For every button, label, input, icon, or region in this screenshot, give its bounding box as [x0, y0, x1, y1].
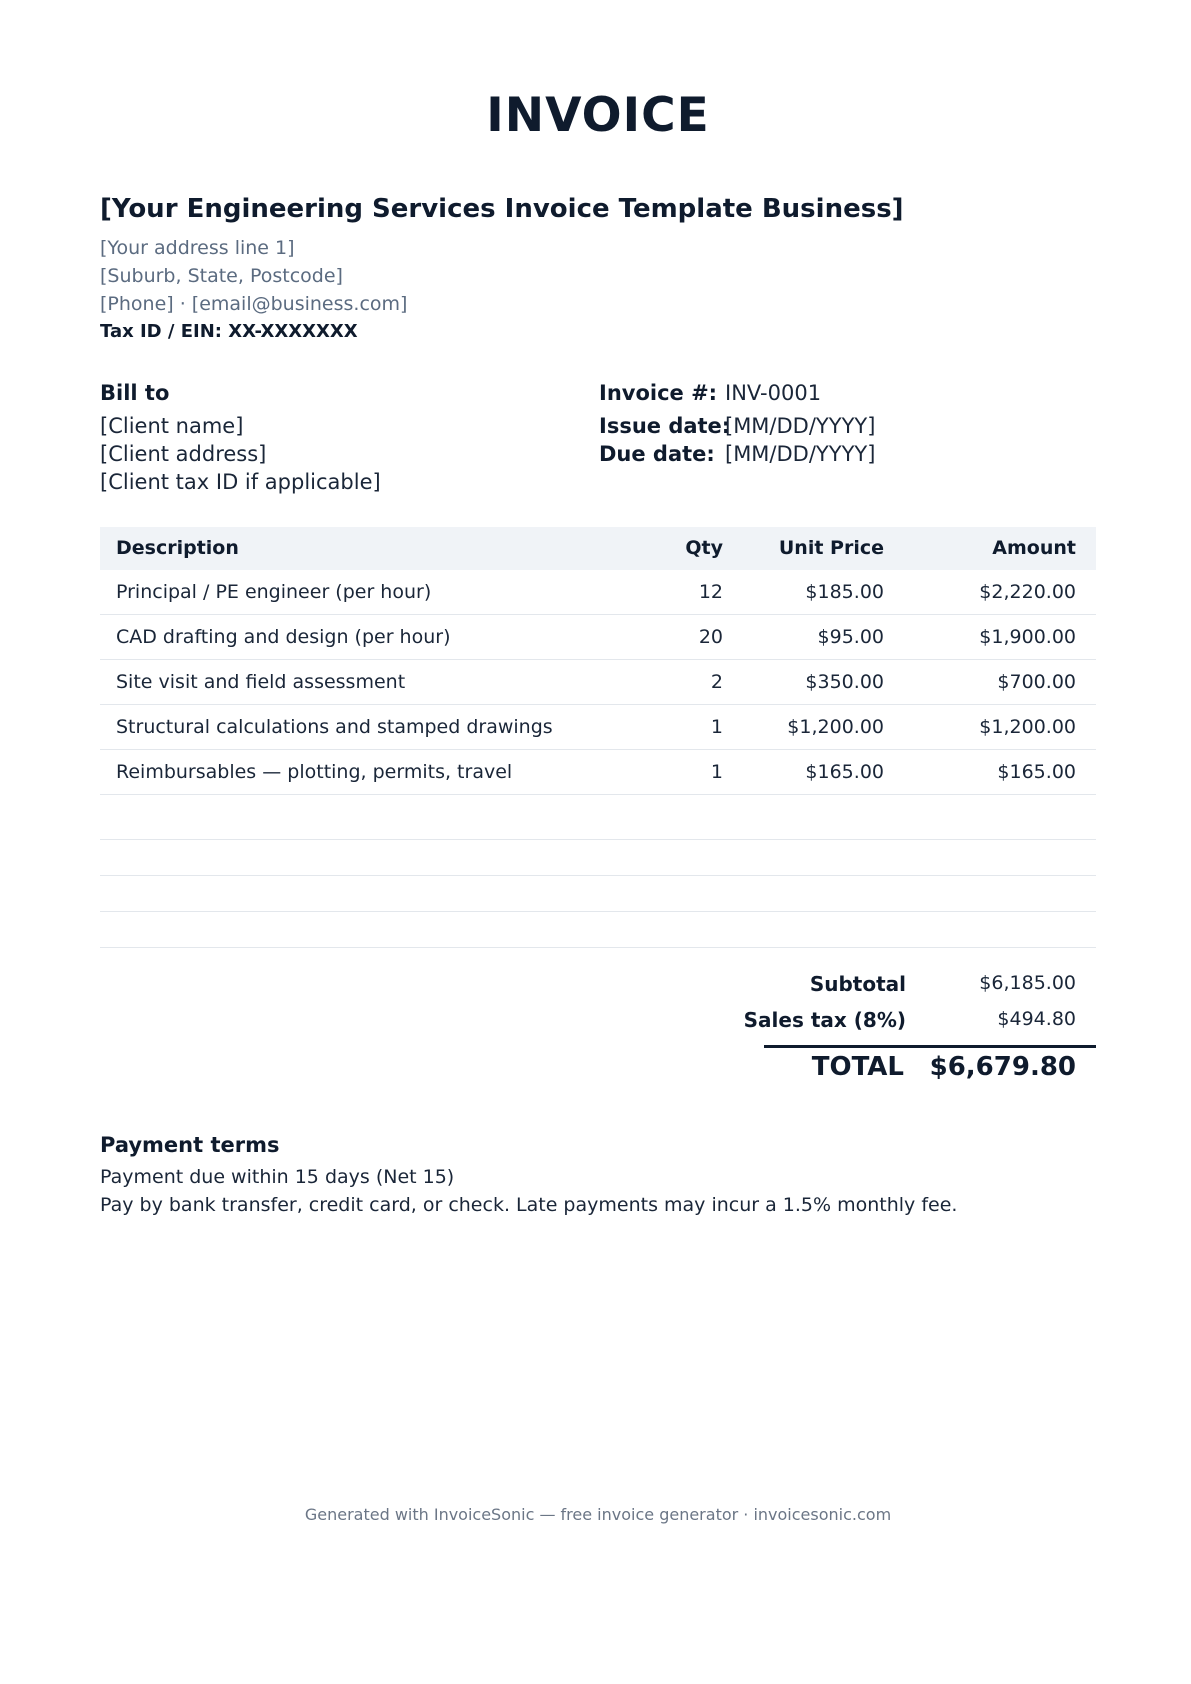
row-qty: 2: [710, 671, 723, 693]
client-tax-id: [Client tax ID if applicable]: [100, 470, 381, 494]
row-qty: 1: [710, 761, 723, 783]
total-value: $6,679.80: [929, 1052, 1076, 1082]
table-row: [100, 705, 1096, 750]
payment-terms-line1: Payment due within 15 days (Net 15): [100, 1166, 455, 1188]
total-divider: [764, 1045, 1096, 1048]
empty-row: [100, 876, 1096, 912]
subtotal-label: Subtotal: [809, 972, 906, 996]
row-unit-price: $165.00: [805, 761, 884, 783]
invoice-title: INVOICE: [486, 88, 710, 143]
payment-terms-heading: Payment terms: [100, 1133, 280, 1157]
row-amount: $1,900.00: [979, 626, 1076, 648]
client-name: [Client name]: [100, 414, 244, 438]
header-unit-price: Unit Price: [778, 537, 884, 559]
row-qty: 12: [698, 581, 723, 603]
invoice-page: [100, 0, 1096, 1684]
row-description: CAD drafting and design (per hour): [116, 626, 451, 648]
client-address: [Client address]: [100, 442, 267, 466]
row-unit-price: $350.00: [805, 671, 884, 693]
row-amount: $165.00: [997, 761, 1076, 783]
business-address-line1: [Your address line 1]: [100, 237, 295, 259]
row-amount: $700.00: [997, 671, 1076, 693]
header-qty: Qty: [685, 537, 723, 559]
sales-tax-value: $494.80: [997, 1008, 1076, 1030]
subtotal-value: $6,185.00: [979, 972, 1076, 994]
header-amount: Amount: [992, 537, 1076, 559]
row-amount: $2,220.00: [979, 581, 1076, 603]
row-unit-price: $1,200.00: [787, 716, 884, 738]
empty-row: [100, 795, 1096, 840]
due-date-label: Due date:: [599, 442, 715, 466]
row-unit-price: $185.00: [805, 581, 884, 603]
table-row: [100, 615, 1096, 660]
due-date-value: [MM/DD/YYYY]: [725, 442, 876, 466]
bill-to-heading: Bill to: [100, 381, 170, 405]
footer-credit: Generated with InvoiceSonic — free invoice generator · invoicesonic.com: [304, 1505, 892, 1524]
table-header: [100, 527, 1096, 570]
issue-date-value: [MM/DD/YYYY]: [725, 414, 876, 438]
issue-date-label: Issue date:: [599, 414, 731, 438]
business-address-line2: [Suburb, State, Postcode]: [100, 265, 343, 287]
business-contact: [Phone] · [email@business.com]: [100, 293, 408, 315]
invoice-number-label: Invoice #:: [599, 381, 718, 405]
row-qty: 20: [698, 626, 723, 648]
table-row: [100, 750, 1096, 795]
row-description: Structural calculations and stamped drawings: [116, 716, 553, 738]
row-amount: $1,200.00: [979, 716, 1076, 738]
business-name: [Your Engineering Services Invoice Template Business]: [100, 194, 904, 224]
row-description: Site visit and field assessment: [116, 671, 406, 693]
business-tax-id: Tax ID / EIN: XX-XXXXXXX: [100, 321, 358, 342]
empty-row: [100, 840, 1096, 876]
empty-row: [100, 912, 1096, 948]
total-label: TOTAL: [811, 1052, 904, 1082]
table-row: [100, 570, 1096, 615]
line-items-table: [100, 527, 1096, 948]
row-unit-price: $95.00: [817, 626, 884, 648]
row-qty: 1: [710, 716, 723, 738]
payment-terms-line2: Pay by bank transfer, credit card, or check. Late payments may incur a 1.5% monthly fee.: [100, 1194, 958, 1216]
row-description: Reimbursables — plotting, permits, travel: [116, 761, 513, 783]
invoice-number-value: INV-0001: [725, 381, 822, 405]
sales-tax-label: Sales tax (8%): [743, 1008, 906, 1032]
row-description: Principal / PE engineer (per hour): [116, 581, 432, 603]
header-description: Description: [116, 537, 239, 559]
table-row: [100, 660, 1096, 705]
